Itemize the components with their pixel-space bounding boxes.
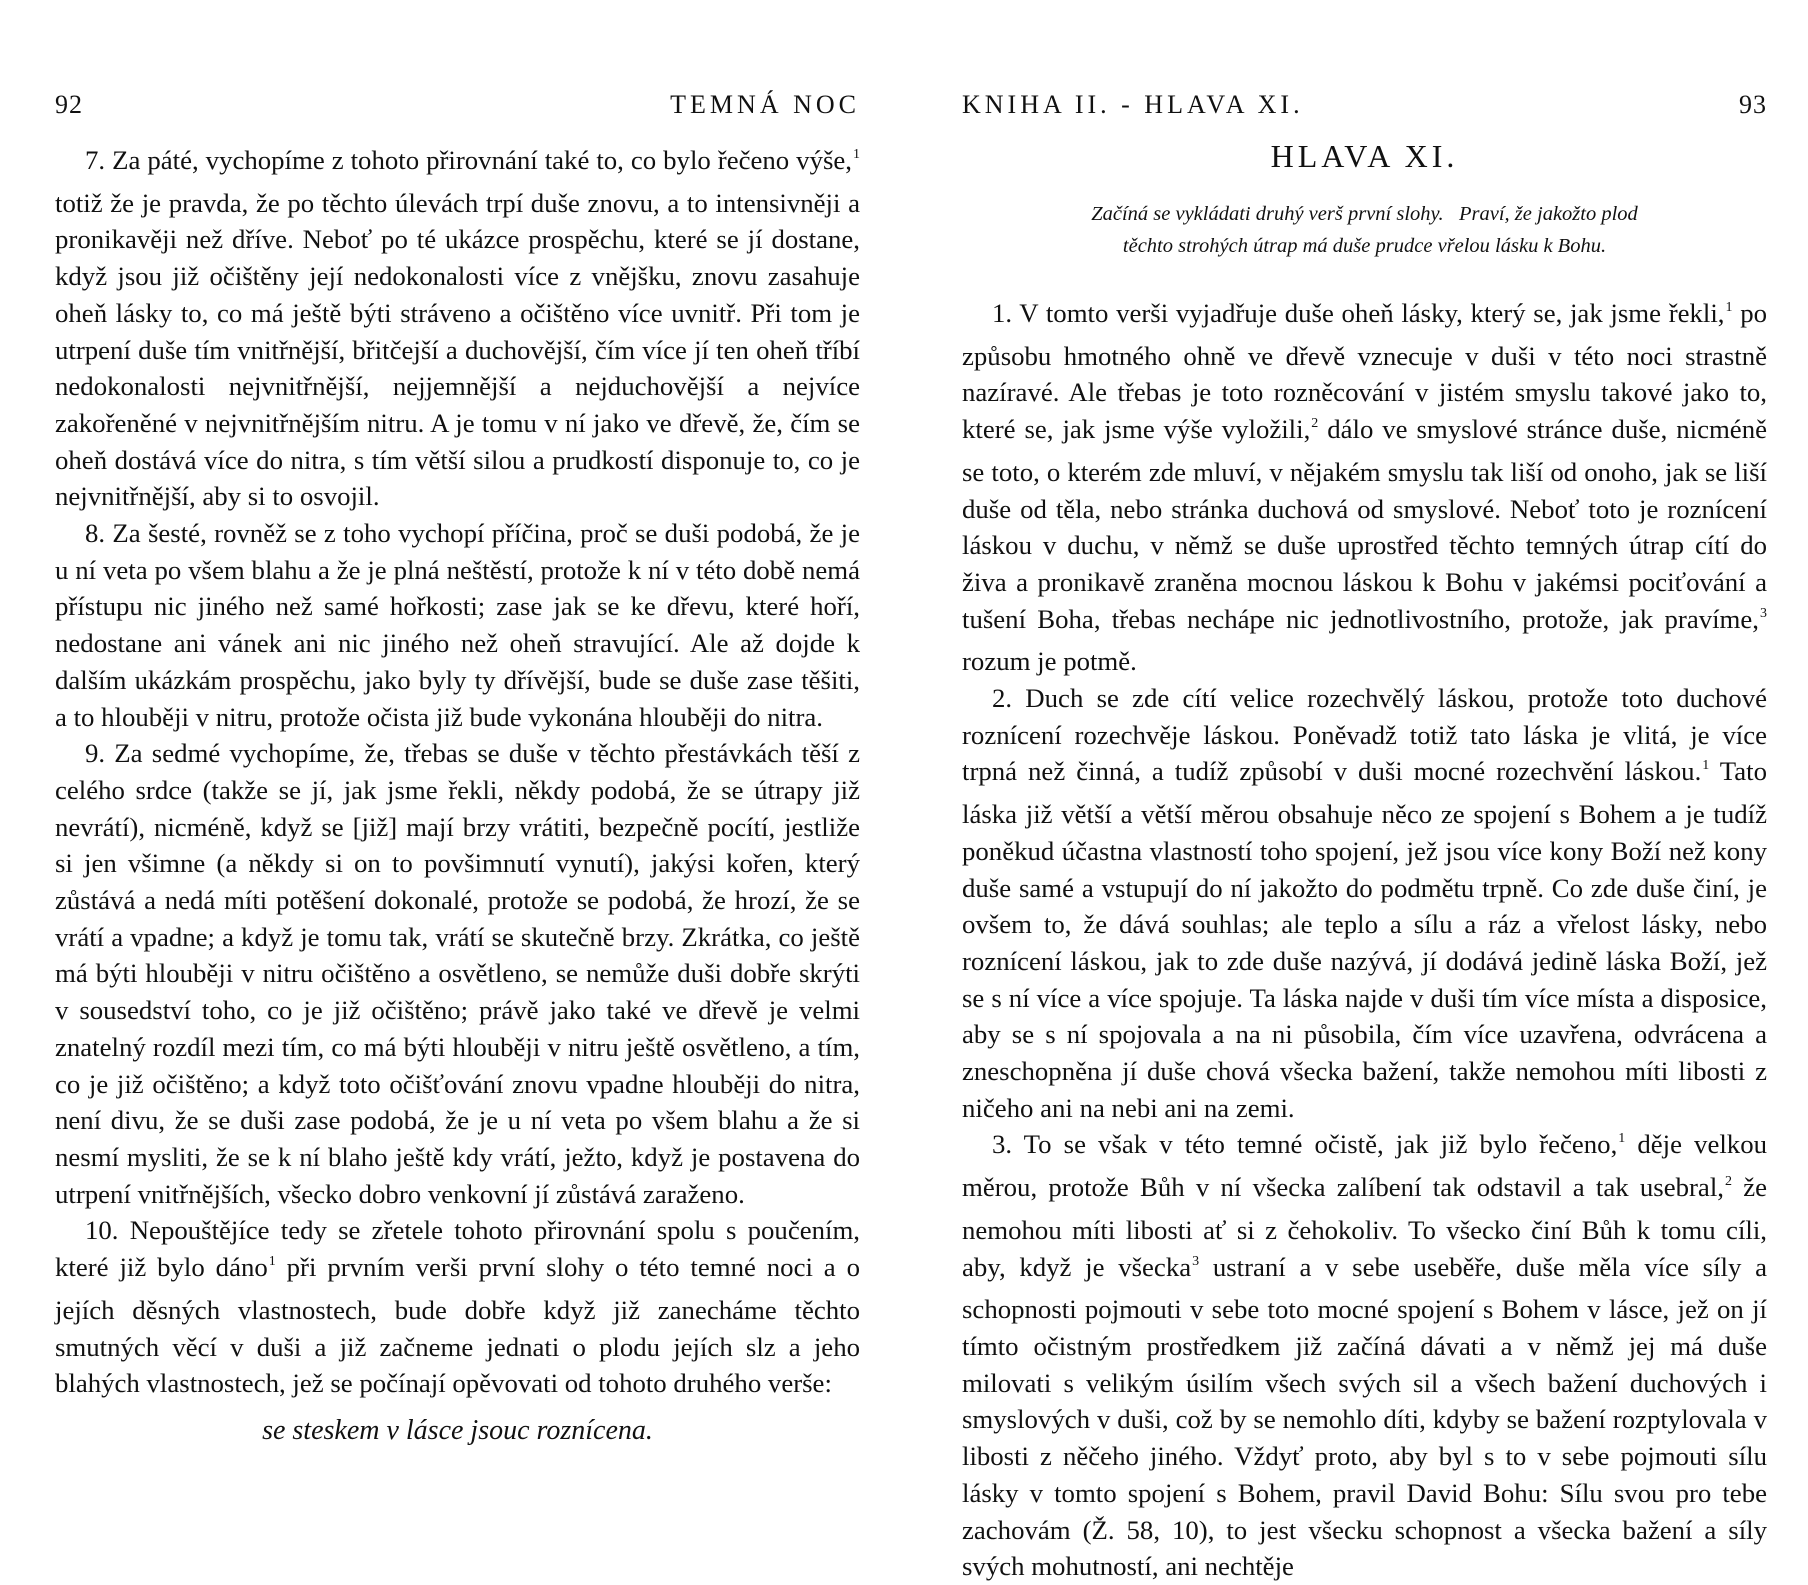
right-paragraph xyxy=(962,295,1767,680)
chapter-summary-line: těchto strohých útrap má duše prudce vřelou lásku k Bohu. xyxy=(1122,235,1607,257)
right-body-text xyxy=(962,295,1767,1585)
footnote-marker: 1 xyxy=(853,147,860,162)
footnote-marker: 2 xyxy=(1311,416,1319,432)
paragraph-text: při prvním verši první slohy o této temné noci a o jejích děsných vlastnostech, bude dobře když již zanecháme těchto smutných věcí v duši a již začneme jednati o plodu jejích slz a jeho blahých vlastnostech, jež se počínají opěvovati od tohoto druhého verše: xyxy=(55,1252,860,1399)
footnote-marker: 3 xyxy=(1760,605,1767,621)
chapter-title: HLAVA XI. xyxy=(1270,138,1459,174)
paragraph-text: dálo ve smyslové stránce duše, nicméně se toto, o kterém zde mluví, v nějakém smyslu tak liší od onoho, jak se liší duše od těla, nebo stránka duchová od smyslové. Neboť toto je roznícení láskou v duchu, v němž se duše uprostřed těchto temných útrap cítí do živa a pronikavě zraněna mocnou láskou k Bohu v jakémsi pociťování a tušení Boha, třebas nechápe nic jednotlivostního, protože, jak pravíme, xyxy=(962,414,1767,634)
left-paragraph xyxy=(55,142,860,515)
right-paragraph xyxy=(962,1126,1767,1584)
paragraph-text: že nemohou míti libosti ať si z čehokoliv. To všecko činí Bůh k tomu cíli, aby, když je všecka xyxy=(962,1172,1767,1282)
left-paragraph xyxy=(55,515,860,735)
paragraph-text: děje velkou měrou, protože Bůh v ní všecka zalíbení tak odstavil a tak usebral, xyxy=(962,1129,1767,1203)
right-running-head xyxy=(962,90,1767,130)
left-running-title: TEMNÁ NOC xyxy=(670,90,860,119)
paragraph-text: po způsobu hmotného ohně ve dřevě vznecuje v duši v této noci strastně nazíravé. Ale třebas je toto rozněcování v jistém smyslu takové jako to, které se, jak jsme výše vyložili, xyxy=(962,298,1767,445)
left-body-text xyxy=(55,142,860,1402)
left-paragraph xyxy=(55,735,860,1212)
paragraph-text: 2. Duch se zde cítí velice rozechvělý láskou, protože toto duchové roznícení rozechvěje láskou. Poněvadž totiž tato láska je vlitá, je více trpná než činná, a tudíž způsobí v duši mocné rozechvění láskou. xyxy=(962,683,1767,787)
left-running-head xyxy=(55,90,860,130)
paragraph-text: 1. V tomto verši vyjadřuje duše oheň lásky, který se, jak jsme řekli, xyxy=(992,298,1725,328)
footnote-marker: 3 xyxy=(1192,1253,1200,1269)
chapter-summary-line: Začíná se vykládati druhý verš první slohy. Praví, že jakožto plod xyxy=(1091,203,1638,225)
paragraph-text: 3. To se však v této temné očistě, jak již bylo řečeno, xyxy=(992,1129,1618,1160)
paragraph-text: ustraní a v sebe useběře, duše měla více síly a schopnosti pojmouti v sebe toto mocné spojení s Bohem v lásce, jež on jí tímto očistným prostředkem již začíná dávati a v němž jej má duše milovati s velikým úsilím všech svých sil a všech bažení duchových i smyslových v duši, což by se nemohlo díti, kdyby se bažení rozptylovala v libosti z něčeho jiného. Vždyť proto, aby byl s to v sebe pojmouti sílu lásky v tomto spojení s Bohem, pravil David Bohu: Sílu svou pro tebe zachovám (Ž. 58, 10), to jest všecku schopnost a všecka bažení a síly svých mohutností, ani nechtěje xyxy=(962,1251,1767,1582)
right-page-number: 93 xyxy=(1739,90,1767,119)
left-page-number: 92 xyxy=(55,90,83,119)
paragraph-text: 10. Nepouštějíce tedy se zřetele tohoto přirovnání spolu s poučením, které již bylo dáno xyxy=(55,1215,860,1283)
footnote-marker: 1 xyxy=(268,1254,276,1270)
footnote-marker: 1 xyxy=(1618,1131,1626,1147)
footnote-marker: 1 xyxy=(1702,758,1710,774)
chapter-summary xyxy=(962,198,1767,262)
right-page xyxy=(962,0,1768,1582)
verse-line: se steskem v lásce jsouc roznícena. xyxy=(262,1415,653,1446)
left-paragraph xyxy=(55,1212,860,1402)
paragraph-text: 8. Za šesté, rovněž se z toho vychopí příčina, proč se duši podobá, že je u ní veta po všem blahu a že je plná neštěstí, protože k ní v této době nemá přístupu nic jiného než samé hořkosti; zase jak se ke dřevu, které hoří, nedostane ani vánek ani nic jiného než oheň stravující. Ale až dojde k dalším ukázkám prospěchu, jako byly ty dřívější, bude se duše zase těšiti, a to hlouběji v nitru, protože očista již bude vykonána hlouběji do nitra. xyxy=(55,518,860,732)
paragraph-text: rozum je potmě. xyxy=(962,646,1137,677)
paragraph-text: totiž že je pravda, že po těchto úlevách trpí duše znovu, a to intensivněji a pronikavěji než dříve. Neboť po té ukázce prospěchu, které se jí dostane, když jsou již očištěny její nedokonalosti více z vnějšku, znovu zasahuje oheň lásky to, co má ještě býti stráveno a očištěno více uvnitř. Při tom je utrpení duše tím vnitřnější, břitčejší a duchovější, čím více jí ten oheň tříbí nedokonalosti nejvnitřnější, nejjemnější a nejduchovější a nejvíce zakořeněné v nejvnitřnějším nitru. A je tomu v ní jako ve dřevě, že, čím se oheň dostává více do nitra, s tím větší silou a prudkostí disponuje to, co je nejvnitřnější, aby si to osvojil. xyxy=(55,187,860,512)
right-paragraph xyxy=(962,680,1767,1126)
paragraph-text: 9. Za sedmé vychopíme, že, třebas se duše v těchto přestávkách těší z celého srdce (takže se jí, jak jsme řekli, někdy podobá, že se útrapy již nevrátí), nicméně, když se [již] mají brzy vrátiti, bezpečně pocítí, jestliže si jen všimne (a někdy si on to povšimnutí vynutí), jakýsi kořen, který zůstává a nedá míti potěšení dokonalé, protože se podobá, že hrozí, že se vrátí a vpadne; a když je tomu tak, vrátí se skutečně brzy. Zkrátka, co ještě má býti hlouběji v nitru očištěno a osvětleno, se nemůže duši dobře skrýti v sousedství toho, co je již očištěno; právě jako také ve dřevě je velmi znatelný rozdíl mezi tím, co má býti hlouběji v nitru ještě osvětleno, a tím, co je již očištěno; a když toto očišťování znovu vpadne hlouběji do nitra, není divu, že se duši zase podobá, že je u ní veta po všem blahu a že si nesmí mysliti, že se k ní blaho ještě kdy vrátí, ježto, když je postavena do utrpení vnitřnějších, všecko dobro venkovní jí zůstává zaraženo. xyxy=(55,738,860,1209)
right-running-title: KNIHA II. - HLAVA XI. xyxy=(962,90,1304,119)
paragraph-text: 7. Za páté, vychopíme z tohoto přirovnání také to, co bylo řečeno výše, xyxy=(85,145,852,175)
footnote-marker: 2 xyxy=(1724,1174,1732,1190)
footnote-marker: 1 xyxy=(1725,300,1733,315)
left-page xyxy=(55,0,860,1500)
paragraph-text: Tato láska již větší a větší měrou obsahuje něco ze spojení s Bohem a je tudíž poněkud účastna vlastností toho spojení, jež jsou více kony Boží než kony duše samé a vstupují do ní jakožto do podmětu trpně. Co zde duše činí, je ovšem to, že dává souhlas; ale teplo a sílu a ráz a vřelost lásky, nebo roznícení láskou, jak to zde duše nazývá, jí dodává jedině láska Boží, jež se s ní více a více spojuje. Ta láska najde v duši tím více místa a disposice, aby se s ní spojovala a na ni působila, čím více uzavřena, odvrácena a zneschopněna jí duše chová všecka bažení, takže nemohou míti libosti z ničeho ani na nebi ani na zemi. xyxy=(962,756,1768,1123)
